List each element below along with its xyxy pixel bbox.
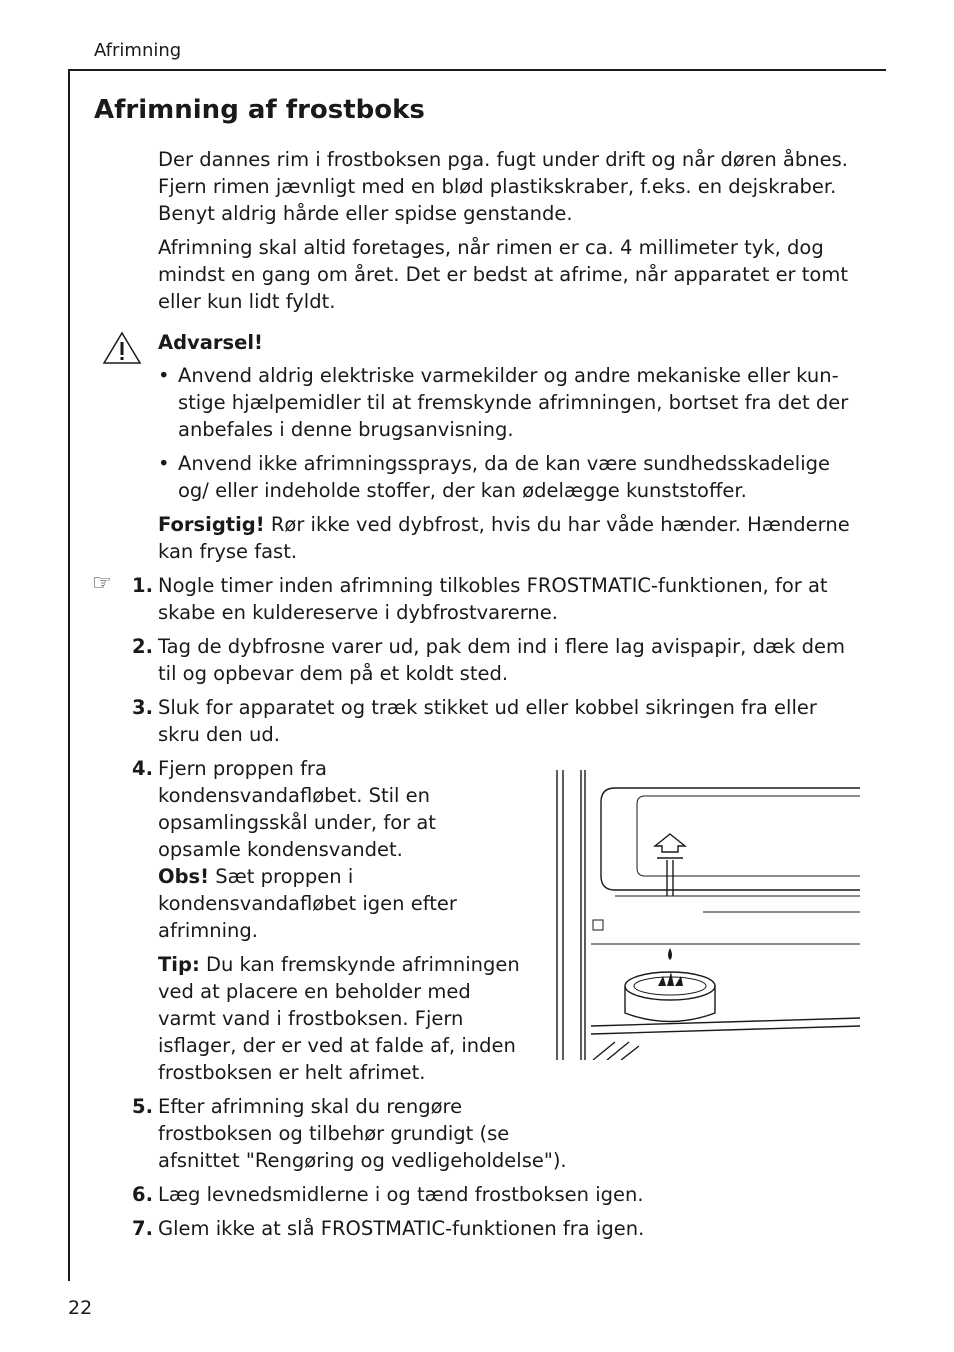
step-text: Glem ikke at slå FROSTMATIC-funktionen fra igen.: [158, 1217, 645, 1240]
pointing-hand-icon: ☞: [92, 571, 112, 596]
page-number: 22: [68, 1297, 93, 1319]
left-margin-rule: [68, 69, 70, 1281]
tip-label: Tip:: [158, 953, 200, 976]
step-item: [92, 571, 863, 626]
caution-label: Forsigtig!: [158, 513, 265, 536]
step-text: Tag de dybfrosne varer ud, pak dem ind i flere lag avispapir, dæk dem til og opbevar dem på et koldt sted.: [158, 635, 845, 685]
tip-note: [158, 951, 523, 1086]
step-number: 5.: [132, 1095, 153, 1118]
step-item: [132, 1215, 863, 1242]
step-number: 7.: [132, 1217, 153, 1240]
step-number: 2.: [132, 635, 153, 658]
step-number: 4.: [132, 757, 153, 780]
step-5-body: [158, 1093, 570, 1174]
warning-triangle-icon: [102, 331, 142, 365]
defrost-illustration: [555, 768, 860, 1060]
main-content: [92, 146, 863, 1249]
intro-paragraph-1: Der dannes rim i frostboksen pga. fugt under drift og når døren åbnes. Fjern rimen jævnligt med en blød plastikskraber, f.eks. en dejskraber. Benyt aldrig hårde eller spidse genstande.: [158, 148, 848, 225]
section-title: Afrimning af frostboks: [94, 95, 425, 125]
step-text: Læg levnedsmidlerne i og tænd frostboksen igen.: [158, 1183, 644, 1206]
intro-paragraph-2: Afrimning skal altid foretages, når rimen er ca. 4 millimeter tyk, dog mindst en gang om året. Det er bedst at afrime, når apparatet er tomt eller kun lidt fyldt.: [158, 236, 848, 313]
step-item: [132, 1181, 863, 1208]
warning-bullet: [158, 450, 863, 504]
warning-title: Advarsel!: [158, 331, 263, 354]
top-rule: [68, 69, 886, 71]
tip-text: Du kan fremskynde afrimningen ved at placere en beholder med varmt vand i frostboksen. Fjern isflager, der er ved at falde af, inden frostboksen er helt afrimet.: [158, 953, 520, 1084]
step-item: [132, 694, 863, 748]
step-4-body: [158, 755, 523, 1086]
caution-text: Rør ikke ved dybfrost, hvis du har våde hænder. Hænderne kan fryse fast.: [158, 513, 850, 563]
step-number: 6.: [132, 1183, 153, 1206]
step-text: [158, 755, 523, 944]
warning-block: [158, 329, 863, 565]
bullet-mark: •: [158, 364, 170, 387]
step-number: 3.: [132, 696, 153, 719]
warning-bullet: [158, 362, 863, 443]
step-text: Sluk for apparatet og træk stikket ud eller kobbel sikringen fra eller skru den ud.: [158, 696, 817, 746]
warning-bullet-text: Anvend aldrig elektriske varmekilder og andre mekaniske eller kun-stige hjælpemidler til at fremskynde afrimningen, bortset fra det der anbefales i denne brugsanvisning.: [178, 364, 849, 441]
running-header: Afrimning: [94, 40, 182, 61]
obs-label: Obs!: [158, 865, 210, 888]
bullet-mark: •: [158, 452, 170, 475]
warning-bullet-text: Anvend ikke afrimningssprays, da de kan være sundhedsskadelige og/ eller indeholde stoffer, der kan ødelægge kunststoffer.: [178, 452, 831, 502]
step-text: Efter afrimning skal du rengøre frostboksen og tilbehør grundigt (se afsnittet "Rengøring og vedligeholdelse").: [158, 1095, 567, 1172]
step-text-main: Fjern proppen fra kondensvandafløbet. Stil en opsamlingsskål under, for at opsamle kondensvandet.: [158, 757, 436, 861]
step-item: [132, 1093, 863, 1174]
step-text: Nogle timer inden afrimning tilkobles FROSTMATIC-funktionen, for at skabe en kuldereserve i dybfrostvarerne.: [158, 574, 828, 624]
obs-text: Sæt proppen i kondensvandafløbet igen efter afrimning.: [158, 865, 457, 942]
step-item: [132, 633, 863, 687]
step-number: 1.: [132, 574, 153, 597]
caution-note: [158, 511, 863, 565]
